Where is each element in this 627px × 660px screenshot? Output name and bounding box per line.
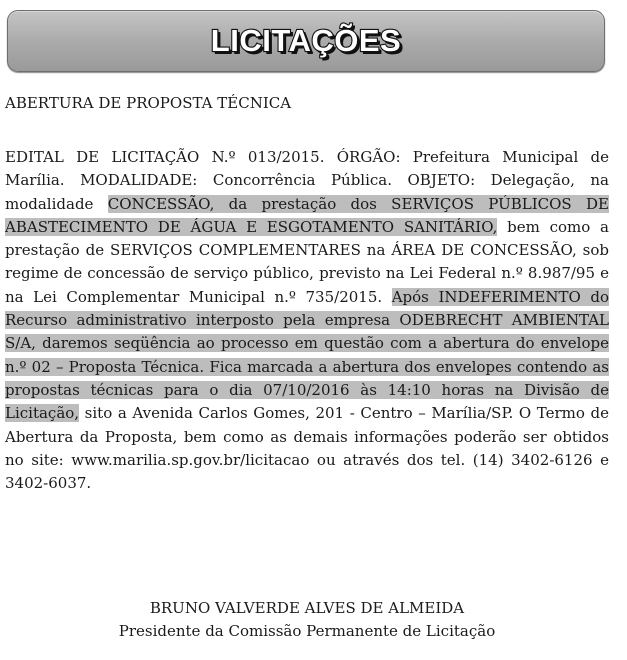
notice-segment-legal: bem como a prestação de SERVIÇOS COMPLEMENTARES na ÁREA DE CONCESSÃO, sob regime de concessão de serviço público, previsto na Lei Federal n.º 8.987/95 e na Lei Complementar Municipal n.º 735/2015. <box>5 217 609 306</box>
signer-name: BRUNO VALVERDE ALVES DE ALMEIDA <box>149 599 465 617</box>
highlighted-schedule: Após INDEFERIMENTO do Recurso administrativo interposto pela empresa ODEBRECHT AMBIENTAL S/A, daremos seqüência ao processo em questão com a abertura do envelope n.º 02 – Proposta Técnica. Fica marcada a abertura dos envelopes contendo as propostas técnicas para o dia 07/10/2016 às 14:10 horas na Divisão de Licitação, <box>5 287 609 423</box>
signature-block <box>5 597 609 643</box>
highlighted-object: CONCESSÃO, da prestação dos SERVIÇOS PÚBLICOS DE ABASTECIMENTO DE ÁGUA E ESGOTAMENTO SANITÁRIO, <box>5 194 609 236</box>
notice-body <box>5 146 609 495</box>
section-banner <box>7 10 605 72</box>
notice-segment-contact: sito a Avenida Carlos Gomes, 201 - Centro – Marília/SP. O Termo de Abertura da Proposta, bem como as demais informações poderão ser obtidos no site: www.marilia.sp.gov.br/licitacao ou através dos tel. (14) 3402-6126 e 3402-6037. <box>5 404 609 493</box>
section-title: LICITAÇÕES <box>210 23 402 58</box>
signer-role: Presidente da Comissão Permanente de Licitação <box>118 622 496 640</box>
notice-subtitle: ABERTURA DE PROPOSTA TÉCNICA <box>5 94 292 112</box>
notice-segment-intro: EDITAL DE LICITAÇÃO N.º 013/2015. ÓRGÃO: Prefeitura Municipal de Marília. MODALIDADE: Concorrência Pública. OBJETO: Delegação, na modalidade <box>5 148 609 213</box>
